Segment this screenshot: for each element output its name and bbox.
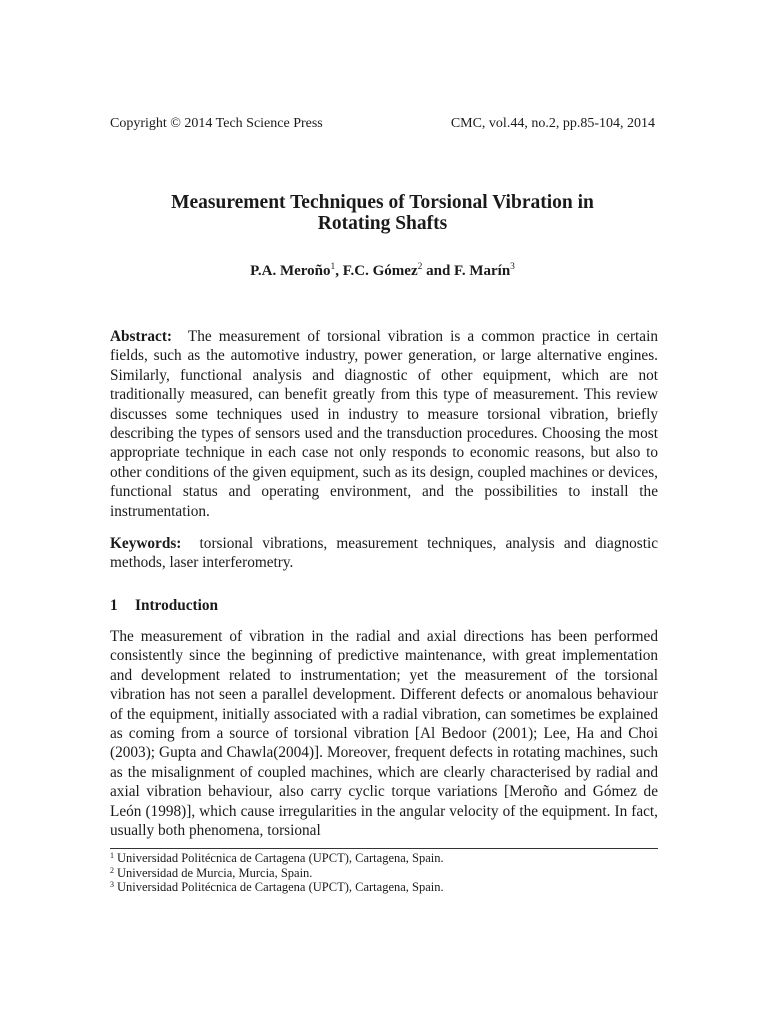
section-heading [110,596,218,615]
author-name: F.C. Gómez [342,263,418,279]
section-number: 1 [110,597,118,614]
introduction-paragraph: The measurement of vibration in the radial and axial directions has been performed consistently since the beginning of predictive maintenance, with great implementation and development related to instrumentation; yet the measurement of the torsional vibration has not seen a parallel development. Different defects or anomalous behaviour of the equipment, initially associated with a radial vibration, can sometimes be explained as coming from a source of torsional vibration [Al Bedoor (2001); Lee, Ha and Choi (2003); Gupta and Chawla(2004)]. Moreover, frequent defects in rotating machines, such as the misalignment of coupled machines, which are clearly characterised by radial and axial vibration behaviour, also carry cyclic torque variations [Meroño and Gómez de León (1998)], which cause irregularities in the angular velocity of the equipment. In fact, usually both phenomena, torsional [110,628,658,840]
footnote-mark: 2 [110,865,114,875]
author-separator: and [422,263,455,279]
footnote-text: Universidad Politécnica de Cartagena (UPCT), Cartagena, Spain. [117,851,444,865]
affiliation-mark: 2 [417,262,423,272]
section-title: Introduction [135,597,219,614]
footnote-rule [110,848,658,849]
title-line: Measurement Techniques of Torsional Vibration in [171,192,594,213]
author-name: P.A. Meroño [250,263,331,279]
footnote-mark: 1 [110,851,114,860]
footnote-mark: 3 [110,880,114,890]
abstract-text: The measurement of torsional vibration is a common practice in certain fields, such as the automotive industry, power generation, or large alternative engines. Similarly, functional analysis and diagnostic of other equipment, which are not traditionally measured, can benefit greatly from this type of measurement. This review discusses some techniques used in industry to measure torsional vibration, briefly describing the types of sensors used and the transduction procedures. Choosing the most appropriate technique in each case not only responds to economic reasons, but also to other conditions of the given equipment, such as its design, coupled machines or devices, functional status and operating environment, and the possibilities to install the instrumentation. [110,328,658,520]
keywords [110,534,658,573]
introduction-body [110,627,658,840]
affiliation-mark: 3 [510,262,515,272]
footnote-text: Universidad Politécnica de Cartagena (UPCT), Cartagena, Spain. [117,880,444,895]
affiliation-mark: 1 [330,262,336,272]
title-line: Rotating Shafts [317,213,448,234]
paper-title [100,192,665,234]
keywords-text: torsional vibrations, measurement techniques, analysis and diagnostic methods, laser interferometry. [110,535,659,572]
keywords-label: Keywords: [110,535,182,552]
copyright-notice: Copyright © 2014 Tech Science Press [110,116,323,131]
footnote-text: Universidad de Murcia, Murcia, Spain. [117,865,313,880]
author-list [100,261,665,281]
abstract [110,327,658,521]
author-separator: , [335,263,343,279]
author-name: F. Marín [454,263,511,279]
footnotes [110,851,658,895]
abstract-label: Abstract: [110,328,173,345]
footnote [110,866,658,881]
journal-citation: CMC, vol.44, no.2, pp.85-104, 2014 [450,116,655,131]
footnote [110,880,658,895]
footnote [110,851,658,866]
